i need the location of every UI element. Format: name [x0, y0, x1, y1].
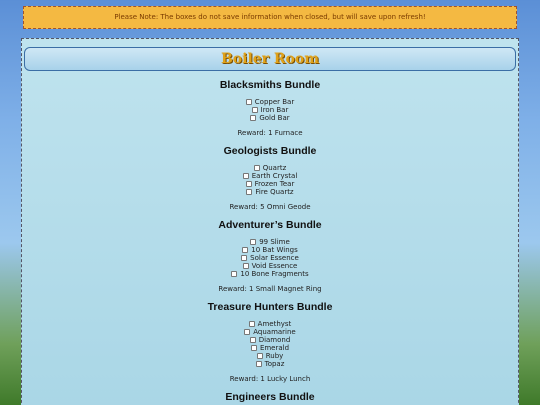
bundle-section: [22, 391, 518, 403]
bundle-item-list: [22, 320, 518, 368]
bundle-item[interactable]: [22, 320, 518, 328]
bundle-item[interactable]: [22, 172, 518, 180]
item-checkbox[interactable]: [250, 337, 256, 343]
bundle-title: Treasure Hunters Bundle: [207, 301, 333, 313]
bundle-item[interactable]: [22, 114, 518, 122]
room-title-bar: [24, 47, 516, 71]
item-label: Quartz: [262, 164, 287, 172]
item-label: Gold Bar: [259, 114, 290, 122]
bundle-item-list: [22, 98, 518, 122]
bundle-item[interactable]: [22, 188, 518, 196]
item-checkbox[interactable]: [251, 345, 257, 351]
bundle-item[interactable]: [22, 254, 518, 262]
bundle-item-list: [22, 164, 518, 196]
item-label: Topaz: [264, 360, 285, 368]
item-label: Aquamarine: [253, 328, 296, 336]
bundle-item[interactable]: [22, 180, 518, 188]
bundle-title: Engineers Bundle: [225, 391, 315, 403]
room-title: Boiler Room: [220, 51, 320, 67]
bundle-item[interactable]: [22, 328, 518, 336]
item-label: Frozen Tear: [254, 180, 295, 188]
item-label: Amethyst: [257, 320, 292, 328]
bundle-reward: Reward: 5 Omni Geode: [229, 203, 311, 211]
bundle-item[interactable]: [22, 106, 518, 114]
item-checkbox[interactable]: [250, 239, 256, 245]
boiler-room-panel: [21, 38, 519, 405]
item-checkbox[interactable]: [249, 321, 255, 327]
item-checkbox[interactable]: [246, 99, 252, 105]
item-label: Void Essence: [251, 262, 298, 270]
bundle-reward: Reward: 1 Furnace: [237, 129, 303, 137]
item-label: 99 Slime: [259, 238, 290, 246]
bundle-item[interactable]: [22, 164, 518, 172]
item-label: Earth Crystal: [251, 172, 298, 180]
item-checkbox[interactable]: [244, 329, 250, 335]
item-label: Copper Bar: [254, 98, 295, 106]
bundle-title: Blacksmiths Bundle: [219, 79, 321, 91]
bundle-reward: Reward: 1 Small Magnet Ring: [218, 285, 322, 293]
bundle-section: [22, 301, 518, 383]
bundle-item[interactable]: [22, 270, 518, 278]
item-checkbox[interactable]: [252, 107, 258, 113]
bundle-list: [22, 79, 518, 403]
bundle-reward: Reward: 1 Lucky Lunch: [229, 375, 311, 383]
bundle-section: [22, 79, 518, 137]
bundle-item-list: [22, 238, 518, 278]
item-checkbox[interactable]: [246, 189, 252, 195]
save-notice-banner: Please Note: The boxes do not save information when closed, but will save upon refresh!: [23, 6, 517, 29]
item-label: Iron Bar: [260, 106, 289, 114]
item-checkbox[interactable]: [242, 247, 248, 253]
item-checkbox[interactable]: [250, 115, 256, 121]
item-label: Fire Quartz: [255, 188, 294, 196]
item-label: Diamond: [258, 336, 291, 344]
item-checkbox[interactable]: [254, 165, 260, 171]
bundle-section: [22, 219, 518, 293]
item-label: Emerald: [259, 344, 290, 352]
item-label: Ruby: [265, 352, 284, 360]
bundle-item[interactable]: [22, 246, 518, 254]
bundle-item[interactable]: [22, 360, 518, 368]
item-checkbox[interactable]: [241, 255, 247, 261]
bundle-item[interactable]: [22, 262, 518, 270]
item-checkbox[interactable]: [243, 263, 249, 269]
item-label: Solar Essence: [250, 254, 299, 262]
bundle-title: Adventurer’s Bundle: [218, 219, 322, 231]
item-checkbox[interactable]: [246, 181, 252, 187]
bundle-item[interactable]: [22, 238, 518, 246]
bundle-item[interactable]: [22, 352, 518, 360]
bundle-section: [22, 145, 518, 211]
bundle-title: Geologists Bundle: [223, 145, 317, 157]
item-label: 10 Bone Fragments: [240, 270, 309, 278]
bundle-item[interactable]: [22, 344, 518, 352]
bundle-item[interactable]: [22, 98, 518, 106]
item-checkbox[interactable]: [257, 353, 263, 359]
item-checkbox[interactable]: [256, 361, 262, 367]
bundle-item[interactable]: [22, 336, 518, 344]
item-checkbox[interactable]: [231, 271, 237, 277]
item-label: 10 Bat Wings: [251, 246, 298, 254]
item-checkbox[interactable]: [243, 173, 249, 179]
